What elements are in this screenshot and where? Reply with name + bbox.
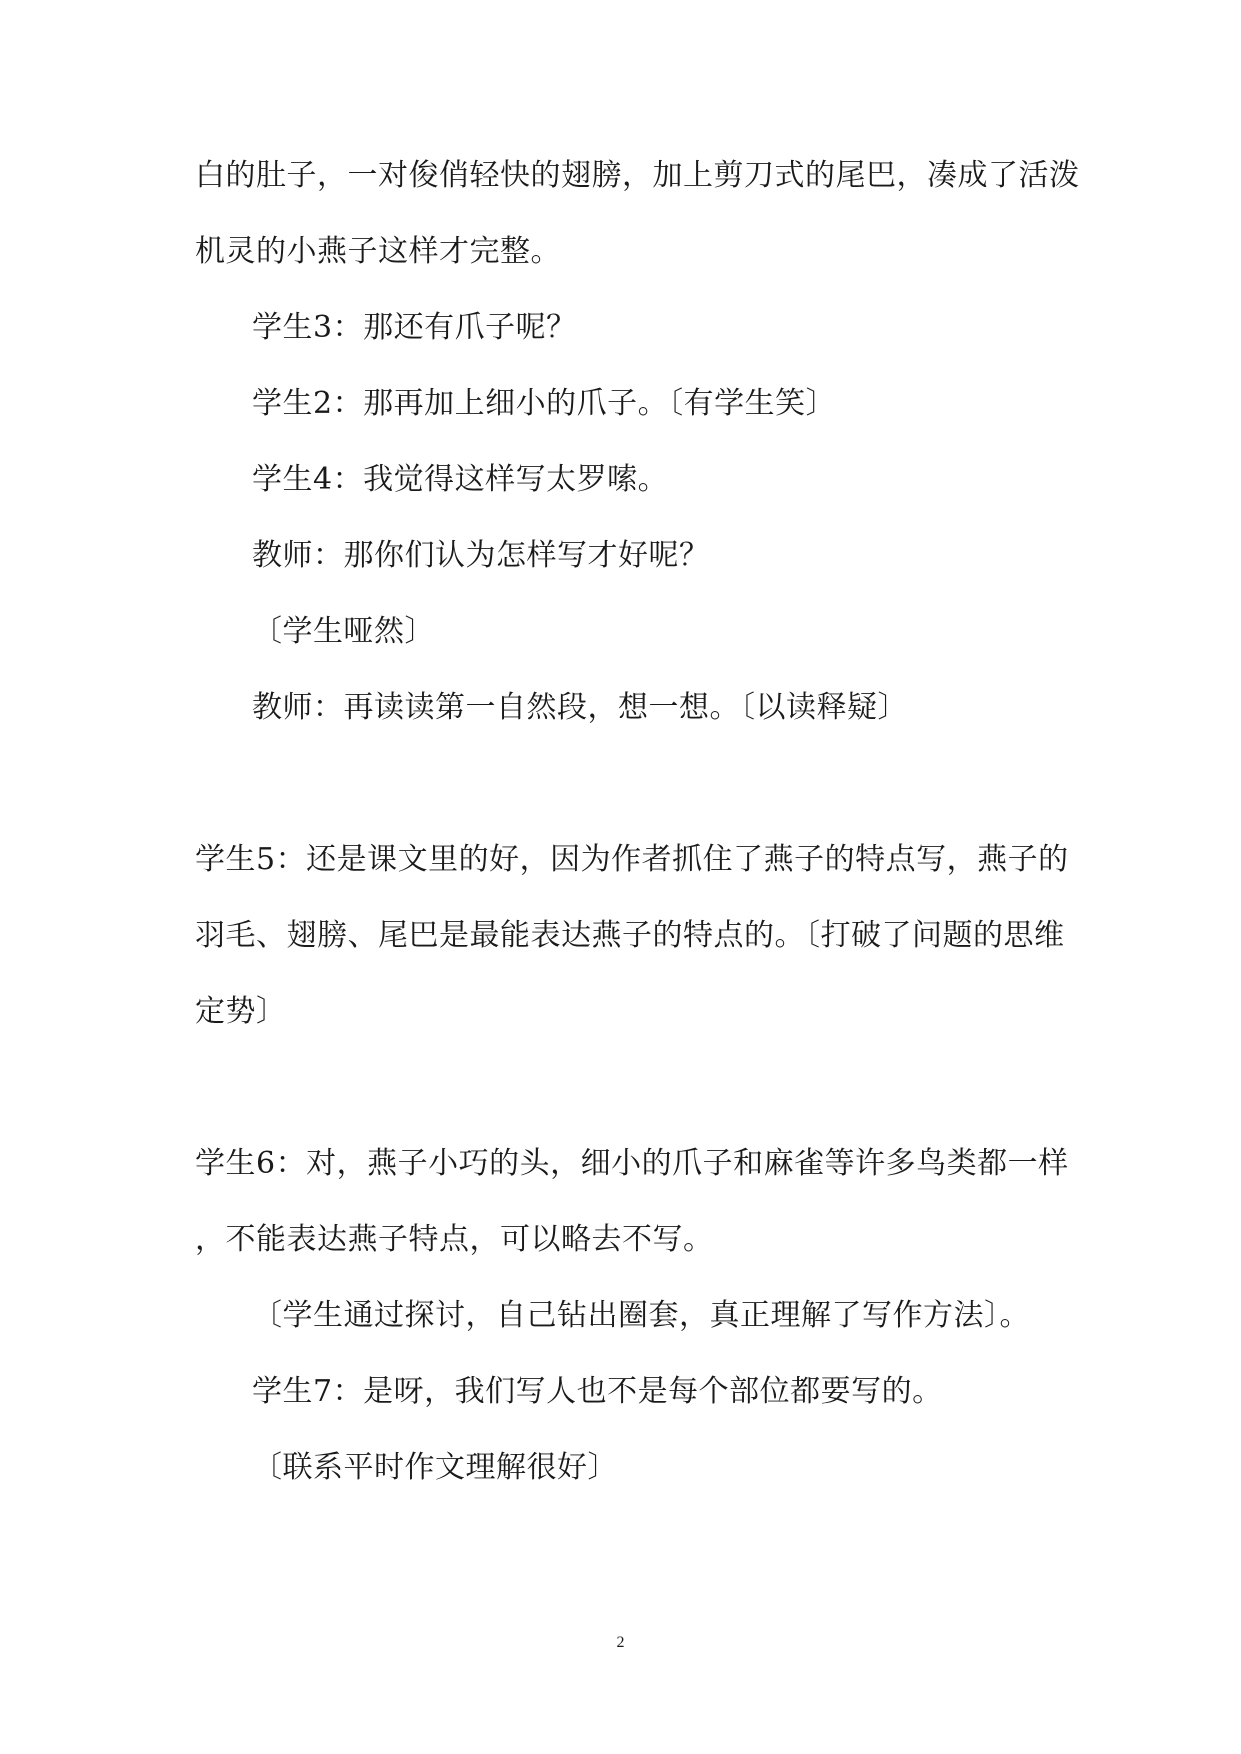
text-line-1: 白的肚子，一对俊俏轻快的翅膀，加上剪刀式的尾巴，凑成了活泼 [195, 158, 1080, 193]
text-line-9: 学生5：还是课文里的好，因为作者抓住了燕子的特点写，燕子的 [195, 842, 1069, 877]
text-line-3: 学生3：那还有爪子呢？ [252, 310, 577, 345]
text-line-4: 学生2：那再加上细小的爪子。〔有学生笑〕 [252, 386, 837, 421]
text-line-11: 定势〕 [195, 994, 287, 1029]
text-line-13: ，不能表达燕子特点，可以略去不写。 [195, 1222, 714, 1257]
text-line-5: 学生4：我觉得这样写太罗嗦。 [252, 462, 669, 497]
text-line-6: 教师：那你们认为怎样写才好呢？ [252, 538, 710, 573]
text-line-10: 羽毛、翅膀、尾巴是最能表达燕子的特点的。〔打破了问题的思维 [195, 918, 1065, 953]
text-line-7: 〔学生哑然〕 [252, 614, 435, 649]
text-line-14: 〔学生通过探讨，自己钻出圈套，真正理解了写作方法〕。 [252, 1298, 1030, 1333]
page-number: 2 [616, 1634, 625, 1651]
text-line-15: 学生7：是呀，我们写人也不是每个部位都要写的。 [252, 1374, 943, 1409]
text-line-8: 教师：再读读第一自然段，想一想。〔以读释疑〕 [252, 690, 908, 725]
text-line-2: 机灵的小燕子这样才完整。 [195, 234, 561, 269]
text-line-12: 学生6：对，燕子小巧的头，细小的爪子和麻雀等许多鸟类都一样 [195, 1146, 1069, 1181]
text-line-16: 〔联系平时作文理解很好〕 [252, 1450, 618, 1485]
